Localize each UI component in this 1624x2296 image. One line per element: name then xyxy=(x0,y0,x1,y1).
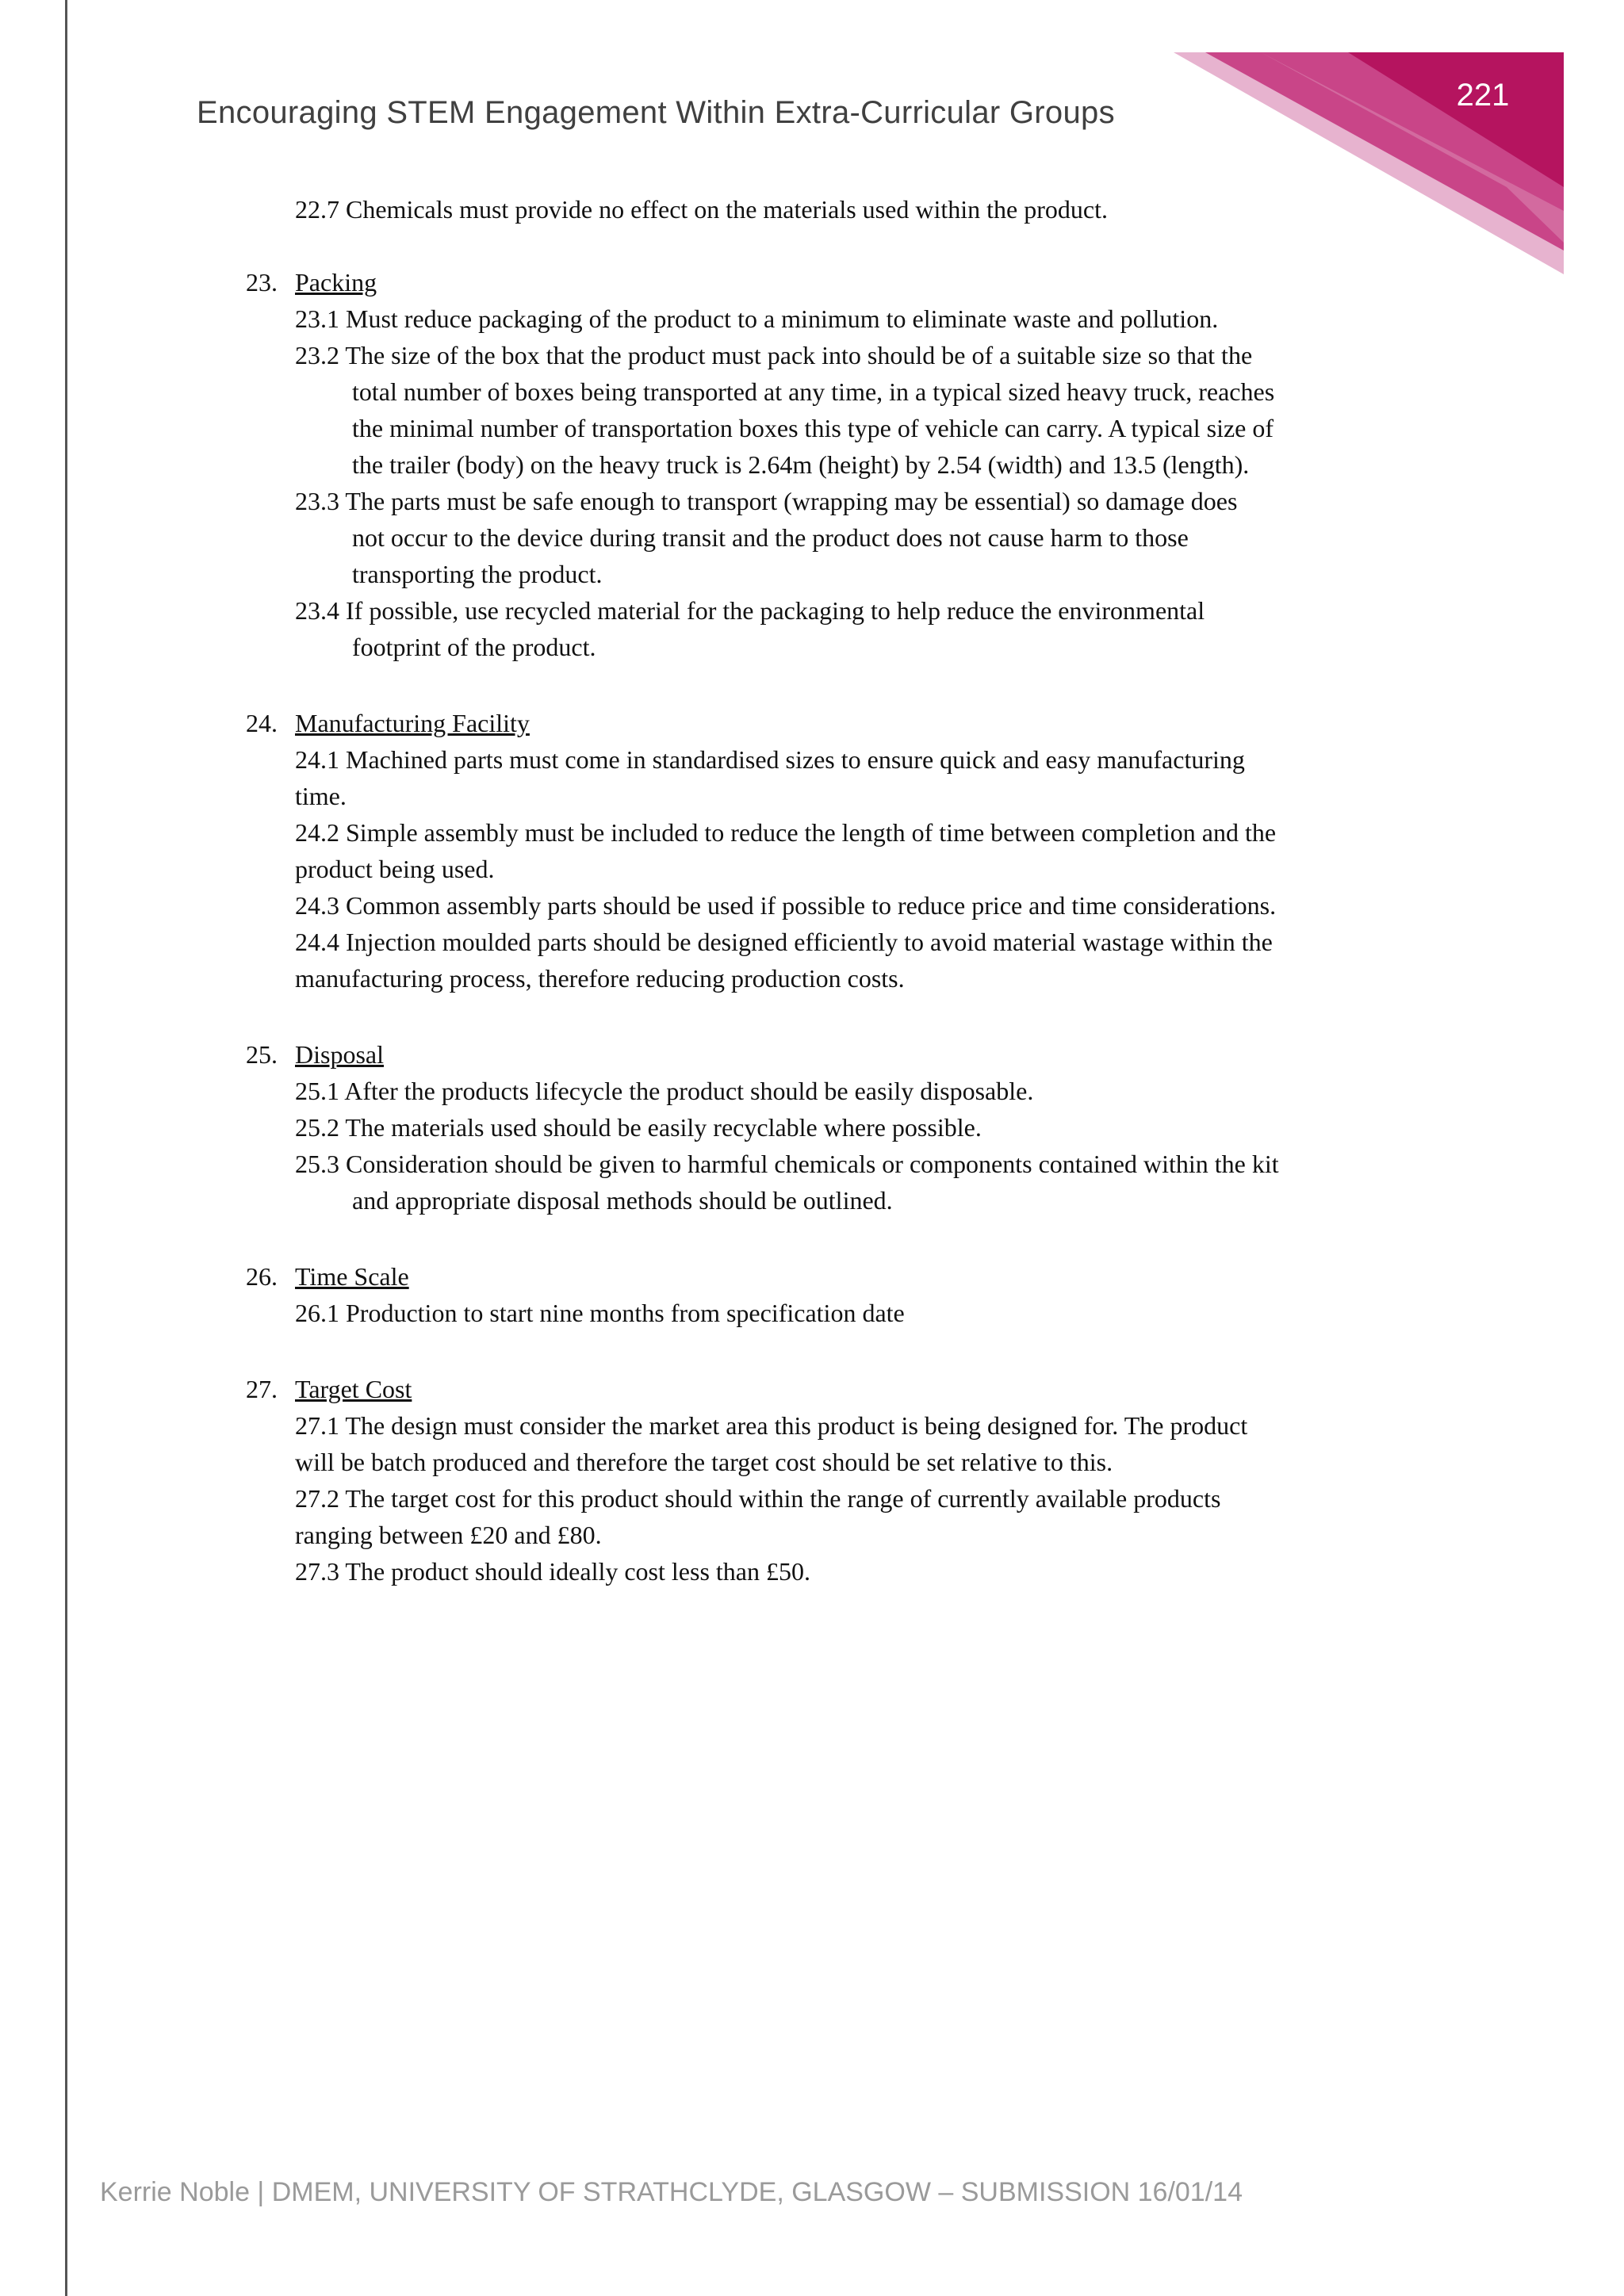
page-number: 221 xyxy=(1456,78,1510,113)
item-25-1: 25.1 After the products lifecycle the product should be easily disposable. xyxy=(295,1077,1034,1105)
item-25-3-cont: and appropriate disposal methods should be outlined. xyxy=(352,1186,893,1215)
item-24-3: 24.3 Common assembly parts should be used if possible to reduce price and time considerations. xyxy=(295,891,1277,920)
item-27-1: 27.1 The design must consider the market area this product is being designed for. The product xyxy=(295,1411,1248,1440)
item-25-2: 25.2 The materials used should be easily recyclable where possible. xyxy=(295,1113,982,1142)
item-25-3: 25.3 Consideration should be given to harmful chemicals or components contained within the kit xyxy=(295,1150,1279,1178)
item-23-3-cont: transporting the product. xyxy=(352,560,603,588)
section-25-title: Disposal xyxy=(295,1040,384,1069)
section-26-number: 26. xyxy=(246,1262,278,1291)
item-23-3-cont: not occur to the device during transit and the product does not cause harm to those xyxy=(352,523,1189,552)
item-24-1: 24.1 Machined parts must come in standardised sizes to ensure quick and easy manufacturing xyxy=(295,745,1245,774)
item-23-1: 23.1 Must reduce packaging of the product to a minimum to eliminate waste and pollution. xyxy=(295,304,1219,333)
item-22-7: 22.7 Chemicals must provide no effect on the materials used within the product. xyxy=(295,195,1108,224)
page-header-title: Encouraging STEM Engagement Within Extra-Curricular Groups xyxy=(197,95,1115,130)
section-27-title: Target Cost xyxy=(295,1375,412,1403)
item-23-2: 23.2 The size of the box that the product must pack into should be of a suitable size so that the xyxy=(295,341,1253,369)
section-26-title: Time Scale xyxy=(295,1262,409,1291)
section-27-number: 27. xyxy=(246,1375,278,1403)
item-27-1-cont: will be batch produced and therefore the target cost should be set relative to this. xyxy=(295,1448,1113,1476)
item-27-2: 27.2 The target cost for this product should within the range of currently available products xyxy=(295,1484,1221,1513)
item-23-2-cont: the trailer (body) on the heavy truck is 2.64m (height) by 2.54 (width) and 13.5 (length). xyxy=(352,450,1250,479)
item-27-3: 27.3 The product should ideally cost less than £50. xyxy=(295,1557,810,1586)
page-footer: Kerrie Noble | DMEM, UNIVERSITY OF STRATHCLYDE, GLASGOW – SUBMISSION 16/01/14 xyxy=(100,2177,1243,2207)
item-24-2: 24.2 Simple assembly must be included to reduce the length of time between completion and the xyxy=(295,818,1277,847)
section-24-number: 24. xyxy=(246,709,278,737)
item-23-3: 23.3 The parts must be safe enough to transport (wrapping may be essential) so damage does xyxy=(295,487,1238,515)
item-24-4-cont: manufacturing process, therefore reducing production costs. xyxy=(295,964,905,993)
item-23-4: 23.4 If possible, use recycled material for the packaging to help reduce the environmental xyxy=(295,596,1205,625)
item-27-2-cont: ranging between £20 and £80. xyxy=(295,1521,602,1549)
section-23-number: 23. xyxy=(246,268,278,297)
item-24-2-cont: product being used. xyxy=(295,855,495,883)
item-24-1-cont: time. xyxy=(295,782,347,810)
item-23-2-cont: the minimal number of transportation boxes this type of vehicle can carry. A typical size of xyxy=(352,414,1274,442)
item-23-4-cont: footprint of the product. xyxy=(352,633,596,661)
item-24-4: 24.4 Injection moulded parts should be designed efficiently to avoid material wastage within the xyxy=(295,928,1273,956)
section-23-title: Packing xyxy=(295,268,377,297)
section-25-number: 25. xyxy=(246,1040,278,1069)
item-23-2-cont: total number of boxes being transported at any time, in a typical sized heavy truck, reaches xyxy=(352,377,1275,406)
page-margin-line xyxy=(65,0,67,2296)
item-26-1: 26.1 Production to start nine months from specification date xyxy=(295,1299,905,1327)
section-24-title: Manufacturing Facility xyxy=(295,709,530,737)
